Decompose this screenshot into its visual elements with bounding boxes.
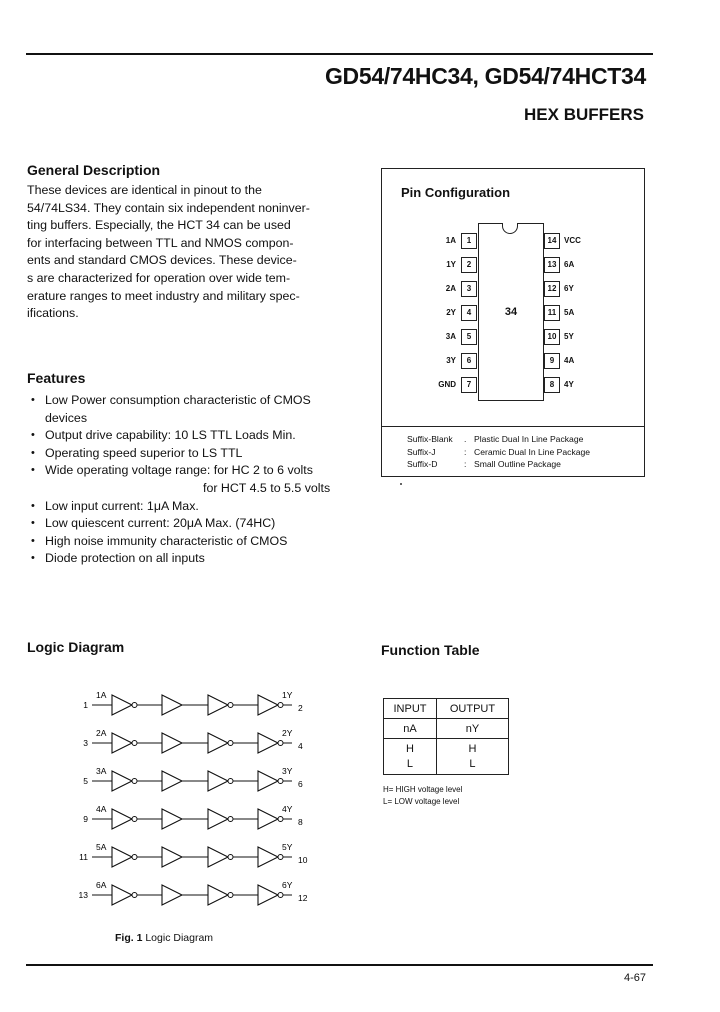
- pin-name-right: 6A: [564, 260, 575, 269]
- output-label: 3Y: [282, 766, 293, 776]
- buffer-gate-symbol: [162, 809, 182, 829]
- desc-line: s are characterized for operation over wide tem-: [27, 270, 291, 285]
- feature-item: devices: [45, 410, 88, 425]
- inversion-bubble: [278, 893, 283, 898]
- general-description-heading: General Description: [27, 162, 161, 178]
- logic-diagram-caption: [115, 932, 213, 944]
- input-pin-number: 3: [83, 738, 88, 748]
- pin-name-right: 5Y: [564, 332, 574, 341]
- note-low: L= LOW voltage level: [383, 797, 460, 806]
- buffer-gate-symbol: [208, 733, 228, 753]
- suffix-code: Suffix-J: [407, 446, 436, 457]
- feature-item: • Output drive capability: 10 LS TTL Loads Min.: [27, 427, 337, 445]
- buffer-gate-symbol: [208, 885, 228, 905]
- buffer-gate-symbol: [258, 885, 278, 905]
- inversion-bubble: [228, 779, 233, 784]
- feature-item: • Low quiescent current: 20μA Max. (74HC): [27, 515, 337, 533]
- output-pin-number: 4: [298, 741, 303, 751]
- function-table: [383, 698, 509, 775]
- caption-fig: Fig. 1: [115, 932, 143, 944]
- chip-label: 34: [504, 306, 518, 318]
- page-number: 4-67: [623, 972, 646, 984]
- caption-text: Logic Diagram: [145, 932, 214, 944]
- buffer-gate-symbol: [208, 771, 228, 791]
- features-heading: Features: [27, 370, 86, 386]
- pin-number-left: 4: [461, 305, 477, 321]
- input-label: 3A: [96, 766, 107, 776]
- desc-line: ting buffers. Especially, the HCT 34 can be used: [27, 218, 291, 233]
- chip-notch: [502, 223, 518, 234]
- output-pin-number: 10: [298, 855, 308, 865]
- input-values: [384, 739, 437, 775]
- feature-item: • Diode protection on all inputs: [27, 550, 337, 568]
- output-label: 1Y: [282, 690, 293, 700]
- suffix-code: Suffix-D: [407, 459, 438, 469]
- desc-line: These devices are identical in pinout to the: [27, 183, 262, 197]
- input-pin-number: 11: [79, 852, 88, 862]
- buffer-gate-symbol: [112, 847, 132, 867]
- buffer-gate-symbol: [162, 771, 182, 791]
- logic-diagram-heading: Logic Diagram: [27, 639, 125, 655]
- buffer-gate-symbol: [112, 885, 132, 905]
- desc-line: ents and standard CMOS devices. These device-: [27, 253, 297, 268]
- pin-name-left: 2Y: [446, 308, 456, 317]
- buffer-gate-symbol: [112, 809, 132, 829]
- inversion-bubble: [278, 817, 283, 822]
- pin-name-left: 1Y: [446, 260, 456, 269]
- buffer-gate-symbol: [112, 733, 132, 753]
- col-input-header: INPUT: [384, 699, 437, 719]
- output-pin-number: 2: [298, 703, 303, 713]
- buffer-gate-symbol: [112, 695, 132, 715]
- suffix-divider: [382, 426, 644, 427]
- pin-name-left: 3A: [445, 332, 456, 341]
- pin-configuration-box: [381, 168, 645, 477]
- suffix-separator: :: [464, 459, 467, 469]
- general-description-text: [27, 182, 326, 323]
- output-values: [436, 739, 508, 775]
- pin-number-left: 3: [461, 281, 477, 297]
- output-pin-number: 8: [298, 817, 303, 827]
- buffer-gate-symbol: [208, 809, 228, 829]
- bottom-rule: [26, 964, 653, 966]
- function-table-heading: Function Table: [381, 642, 480, 658]
- output-label: 6Y: [282, 880, 293, 890]
- input-label: 4A: [96, 804, 107, 814]
- output-label: 5Y: [282, 842, 293, 852]
- suffix-separator: :: [464, 446, 467, 457]
- feature-item: • Wide operating voltage range: for HC 2 to 6 volts: [27, 462, 337, 480]
- pin-name-left: 2A: [445, 284, 456, 293]
- input-label: 1A: [96, 690, 107, 700]
- sub-output-header: nY: [436, 719, 508, 739]
- pin-name-right: 5A: [564, 308, 575, 317]
- col-output-header: OUTPUT: [436, 699, 508, 719]
- page-subtitle: HEX BUFFERS: [524, 105, 644, 124]
- desc-line: for interfacing between TTL and NMOS compon-: [27, 235, 294, 250]
- desc-line: erature ranges to meet industry and military spec-: [27, 288, 300, 303]
- output-pin-number: 12: [298, 893, 308, 903]
- pin-name-right: 6Y: [564, 284, 574, 293]
- buffer-gate-symbol: [162, 733, 182, 753]
- input-pin-number: 9: [83, 814, 88, 824]
- stray-dot: [400, 483, 402, 485]
- inversion-bubble: [278, 703, 283, 708]
- feature-item: for HCT 4.5 to 5.5 volts: [203, 480, 331, 495]
- input-pin-number: 5: [83, 776, 88, 786]
- page-title: GD54/74HC34, GD54/74HCT34: [324, 63, 646, 89]
- suffix-description: Ceramic Dual In Line Package: [474, 446, 591, 457]
- pin-number-left: 5: [461, 329, 477, 345]
- sub-input-header: nA: [384, 719, 437, 739]
- suffix-description: Small Outline Package: [474, 459, 561, 469]
- pin-name-left: 3Y: [446, 356, 456, 365]
- pin-number-right: 10: [544, 329, 560, 345]
- input-label: 5A: [96, 842, 107, 852]
- output-pin-number: 6: [298, 779, 303, 789]
- pin-number-right: 11: [544, 305, 560, 321]
- pin-name-left: GND: [438, 380, 456, 389]
- pin-number-right: 12: [544, 281, 560, 297]
- inversion-bubble: [228, 741, 233, 746]
- inversion-bubble: [132, 817, 137, 822]
- inversion-bubble: [228, 893, 233, 898]
- inversion-bubble: [228, 817, 233, 822]
- inversion-bubble: [228, 855, 233, 860]
- top-rule: [26, 53, 653, 55]
- features-list: [27, 392, 337, 568]
- buffer-gate-symbol: [208, 695, 228, 715]
- output-label: 2Y: [282, 728, 293, 738]
- feature-item: • Low Power consumption characteristic of CMOS: [27, 392, 337, 410]
- feature-item: • High noise immunity characteristic of CMOS: [27, 533, 337, 551]
- input-pin-number: 13: [78, 890, 88, 900]
- inversion-bubble: [132, 741, 137, 746]
- desc-line: 54/74LS34. They contain six independent noninver-: [27, 200, 310, 215]
- buffer-gate-symbol: [208, 847, 228, 867]
- suffix-separator: .: [464, 434, 467, 444]
- desc-line: ifications.: [27, 306, 79, 321]
- feature-item: • Operating speed superior to LS TTL: [27, 445, 337, 463]
- suffix-code: Suffix-Blank: [407, 434, 453, 444]
- output-value: L: [469, 757, 476, 770]
- pin-name-right: VCC: [564, 236, 581, 245]
- buffer-gate-symbol: [162, 847, 182, 867]
- pin-name-right: 4Y: [564, 380, 574, 389]
- pin-number-right: 8: [544, 377, 560, 393]
- pin-configuration-heading: Pin Configuration: [401, 185, 511, 200]
- input-pin-number: 1: [83, 700, 88, 710]
- input-value: L: [406, 757, 414, 770]
- inversion-bubble: [132, 703, 137, 708]
- suffix-description: Plastic Dual In Line Package: [474, 434, 584, 444]
- inversion-bubble: [278, 855, 283, 860]
- buffer-gate-symbol: [258, 847, 278, 867]
- inversion-bubble: [132, 855, 137, 860]
- inversion-bubble: [132, 779, 137, 784]
- inversion-bubble: [228, 703, 233, 708]
- buffer-gate-symbol: [162, 695, 182, 715]
- feature-item: • Low input current: 1μA Max.: [27, 498, 337, 516]
- pin-number-left: 2: [461, 257, 477, 273]
- input-label: 6A: [96, 880, 107, 890]
- pin-number-right: 9: [544, 353, 560, 369]
- pin-number-left: 6: [461, 353, 477, 369]
- inversion-bubble: [278, 779, 283, 784]
- input-label: 2A: [96, 728, 107, 738]
- pin-number-left: 1: [461, 233, 477, 249]
- output-value: H: [468, 742, 477, 755]
- buffer-gate-symbol: [258, 695, 278, 715]
- input-value: H: [406, 742, 414, 755]
- inversion-bubble: [132, 893, 137, 898]
- pin-name-right: 4A: [564, 356, 575, 365]
- output-label: 4Y: [282, 804, 293, 814]
- pin-number-right: 13: [544, 257, 560, 273]
- note-high: H= HIGH voltage level: [383, 785, 463, 794]
- pin-number-left: 7: [461, 377, 477, 393]
- pin-number-right: 14: [544, 233, 560, 249]
- buffer-gate-symbol: [162, 885, 182, 905]
- logic-diagram: [70, 685, 330, 920]
- pin-name-left: 1A: [445, 236, 456, 245]
- inversion-bubble: [278, 741, 283, 746]
- buffer-gate-symbol: [258, 733, 278, 753]
- buffer-gate-symbol: [258, 771, 278, 791]
- buffer-gate-symbol: [258, 809, 278, 829]
- buffer-gate-symbol: [112, 771, 132, 791]
- chip-package: [478, 223, 544, 401]
- function-table-notes: [383, 784, 462, 808]
